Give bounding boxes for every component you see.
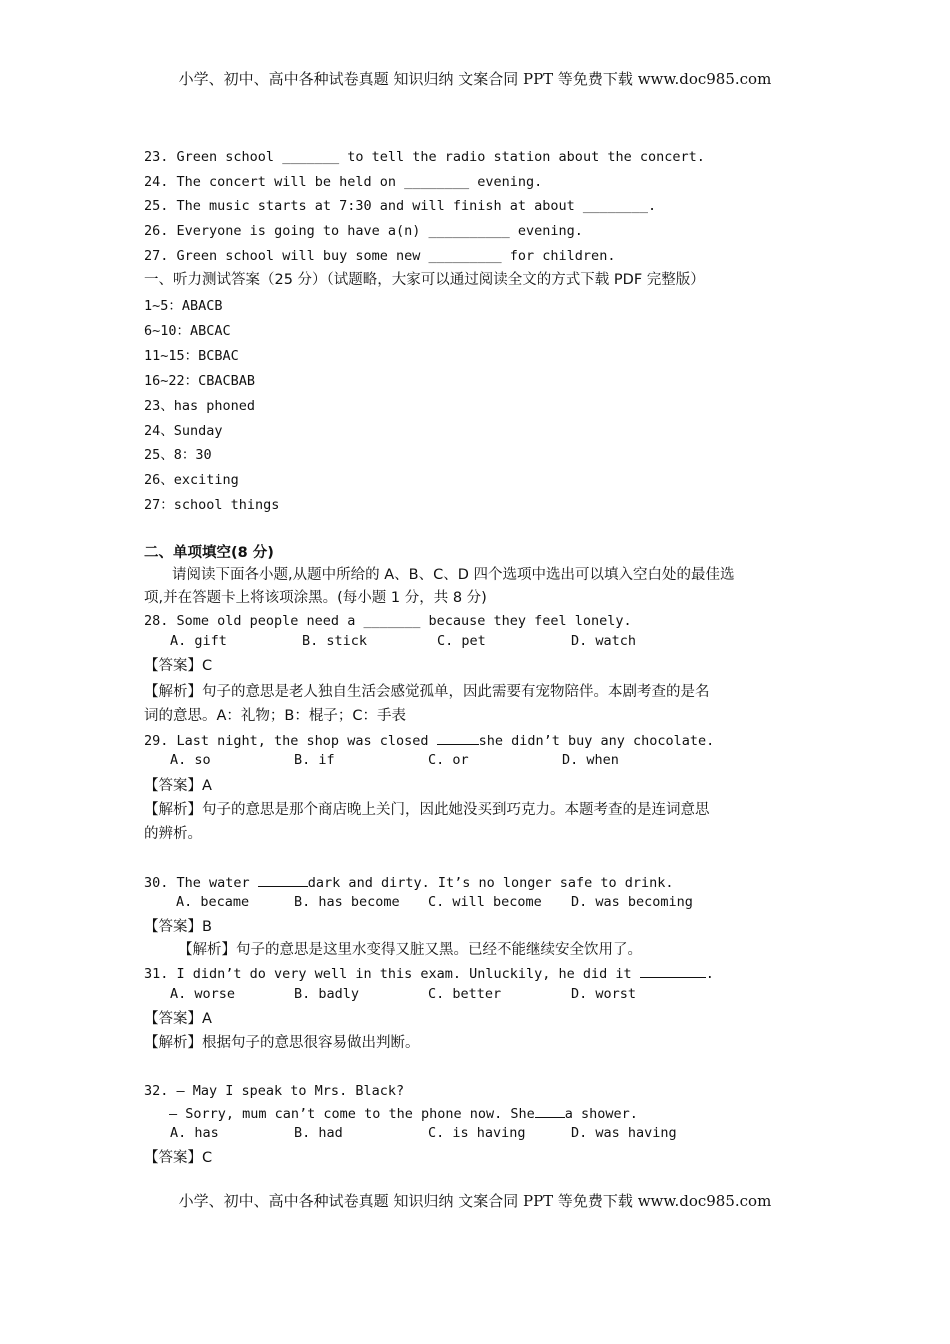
item-blank: ________ bbox=[404, 174, 470, 190]
question-28-stem: 28. Some old people need a _______ because they feel lonely. bbox=[144, 613, 632, 629]
item-number: 23. bbox=[144, 149, 169, 165]
section2-instructions-cont: 项,并在答题卡上将该项涂黑。(每小题 1 分，共 8 分) bbox=[144, 590, 487, 606]
item-text: . bbox=[647, 198, 657, 214]
q28-option-a: A. gift bbox=[170, 633, 227, 649]
section1-title: 一、听力测试答案（25 分）（试题略，大家可以通过阅读全文的方式下载 PDF 完整版） bbox=[144, 272, 705, 288]
item-text: Everyone is going to have a(n) bbox=[176, 223, 429, 239]
stem-text: . bbox=[705, 966, 714, 982]
answer-blank bbox=[535, 1103, 565, 1118]
item-number: 26. bbox=[144, 223, 169, 239]
listening-item-24 bbox=[144, 172, 542, 192]
listening-item-25 bbox=[144, 196, 656, 216]
section2-instructions: 请阅读下面各小题,从题中所给的 A、B、C、D 四个选项中选出可以填入空白处的最佳选 bbox=[172, 567, 735, 583]
item-text: The concert will be held on bbox=[176, 174, 405, 190]
question-32-stem: 32. — May I speak to Mrs. Black? bbox=[144, 1083, 405, 1099]
item-blank: _______ bbox=[282, 149, 340, 165]
q29-option-c: C. or bbox=[428, 752, 469, 768]
answer-blank bbox=[258, 872, 308, 887]
q29-answer: 【答案】A bbox=[144, 778, 212, 794]
q31-option-b: B. badly bbox=[294, 986, 360, 1002]
q29-option-a: A. so bbox=[170, 752, 211, 768]
q31-option-a: A. worse bbox=[170, 986, 236, 1002]
answer-line: 27：school things bbox=[144, 497, 280, 513]
q30-answer: 【答案】B bbox=[144, 919, 212, 935]
q29-analysis: 【解析】句子的意思是那个商店晚上关门，因此她没买到巧克力。本题考查的是连词意思 bbox=[144, 802, 710, 818]
item-blank: __________ bbox=[428, 223, 510, 239]
answer-line: 11~15：BCBAC bbox=[144, 348, 239, 364]
item-blank: ________ bbox=[582, 198, 648, 214]
section2-title: 二、单项填空(8 分) bbox=[144, 545, 274, 561]
q32-option-b: B. had bbox=[294, 1125, 343, 1141]
stem-text: she didn’t buy any chocolate. bbox=[478, 733, 715, 749]
answer-line: 23、has phoned bbox=[144, 398, 256, 414]
q28-analysis: 【解析】句子的意思是老人独自生活会感觉孤单，因此需要有宠物陪伴。本剧考查的是名 bbox=[144, 684, 710, 700]
q30-option-a: A. became bbox=[176, 894, 250, 910]
answer-line: 25、8：30 bbox=[144, 447, 212, 463]
item-text: Green school will buy some new bbox=[176, 248, 429, 264]
q28-answer: 【答案】C bbox=[144, 658, 213, 674]
answer-line: 24、Sunday bbox=[144, 423, 223, 439]
q28-option-b: B. stick bbox=[302, 633, 368, 649]
q29-option-b: B. if bbox=[294, 752, 335, 768]
q29-option-d: D. when bbox=[562, 752, 619, 768]
q31-analysis: 【解析】根据句子的意思很容易做出判断。 bbox=[144, 1035, 420, 1051]
listening-item-26 bbox=[144, 221, 583, 241]
q31-option-c: C. better bbox=[428, 986, 502, 1002]
q32-option-a: A. has bbox=[170, 1125, 219, 1141]
item-text: for children. bbox=[501, 248, 616, 264]
stem-text: a shower. bbox=[564, 1106, 638, 1122]
answer-line: 26、exciting bbox=[144, 472, 239, 488]
q32-answer: 【答案】C bbox=[144, 1150, 213, 1166]
question-29-stem bbox=[144, 730, 714, 751]
stem-text: dark and dirty. It’s no longer safe to drink. bbox=[307, 875, 674, 891]
listening-item-23 bbox=[144, 147, 705, 167]
page-footer: 小学、初中、高中各种试卷真题 知识归纳 文案合同 PPT 等免费下载 www.doc985.com bbox=[178, 1192, 772, 1210]
item-text: The music starts at 7:30 and will finish at about bbox=[176, 198, 583, 214]
item-number: 24. bbox=[144, 174, 169, 190]
q28-option-c: C. pet bbox=[437, 633, 486, 649]
q31-answer: 【答案】A bbox=[144, 1011, 212, 1027]
item-text: to tell the radio station about the concert. bbox=[339, 149, 705, 165]
page-header: 小学、初中、高中各种试卷真题 知识归纳 文案合同 PPT 等免费下载 www.doc985.com bbox=[178, 70, 772, 88]
stem-text: 30. The water bbox=[144, 875, 258, 891]
q28-analysis-cont: 词的意思。A：礼物；B：棍子；C：手表 bbox=[144, 708, 406, 724]
item-text: evening. bbox=[509, 223, 583, 239]
answer-blank bbox=[437, 730, 479, 745]
stem-text: 29. Last night, the shop was closed bbox=[144, 733, 437, 749]
item-text: evening. bbox=[469, 174, 543, 190]
q32-option-c: C. is having bbox=[428, 1125, 526, 1141]
item-blank: _________ bbox=[428, 248, 502, 264]
answer-blank bbox=[640, 963, 706, 978]
item-number: 25. bbox=[144, 198, 169, 214]
question-30-stem bbox=[144, 872, 674, 893]
question-32-reply bbox=[169, 1103, 638, 1124]
stem-text: — Sorry, mum can’t come to the phone now. She bbox=[169, 1106, 535, 1122]
q28-option-d: D. watch bbox=[571, 633, 637, 649]
answer-line: 6~10：ABCAC bbox=[144, 323, 231, 339]
question-31-stem bbox=[144, 963, 714, 984]
q30-option-b: B. has become bbox=[294, 894, 400, 910]
q31-option-d: D. worst bbox=[571, 986, 637, 1002]
q30-analysis: 【解析】句子的意思是这里水变得又脏又黑。已经不能继续安全饮用了。 bbox=[178, 942, 642, 958]
q29-analysis-cont: 的辨析。 bbox=[144, 826, 202, 842]
answer-line: 16~22：CBACBAB bbox=[144, 373, 256, 389]
answer-line: 1~5：ABACB bbox=[144, 298, 223, 314]
item-text: Green school bbox=[176, 149, 283, 165]
q30-option-c: C. will become bbox=[428, 894, 542, 910]
stem-text: 31. I didn’t do very well in this exam. Unluckily, he did it bbox=[144, 966, 640, 982]
listening-item-27 bbox=[144, 246, 615, 266]
q30-option-d: D. was becoming bbox=[571, 894, 693, 910]
q32-option-d: D. was having bbox=[571, 1125, 677, 1141]
item-number: 27. bbox=[144, 248, 169, 264]
